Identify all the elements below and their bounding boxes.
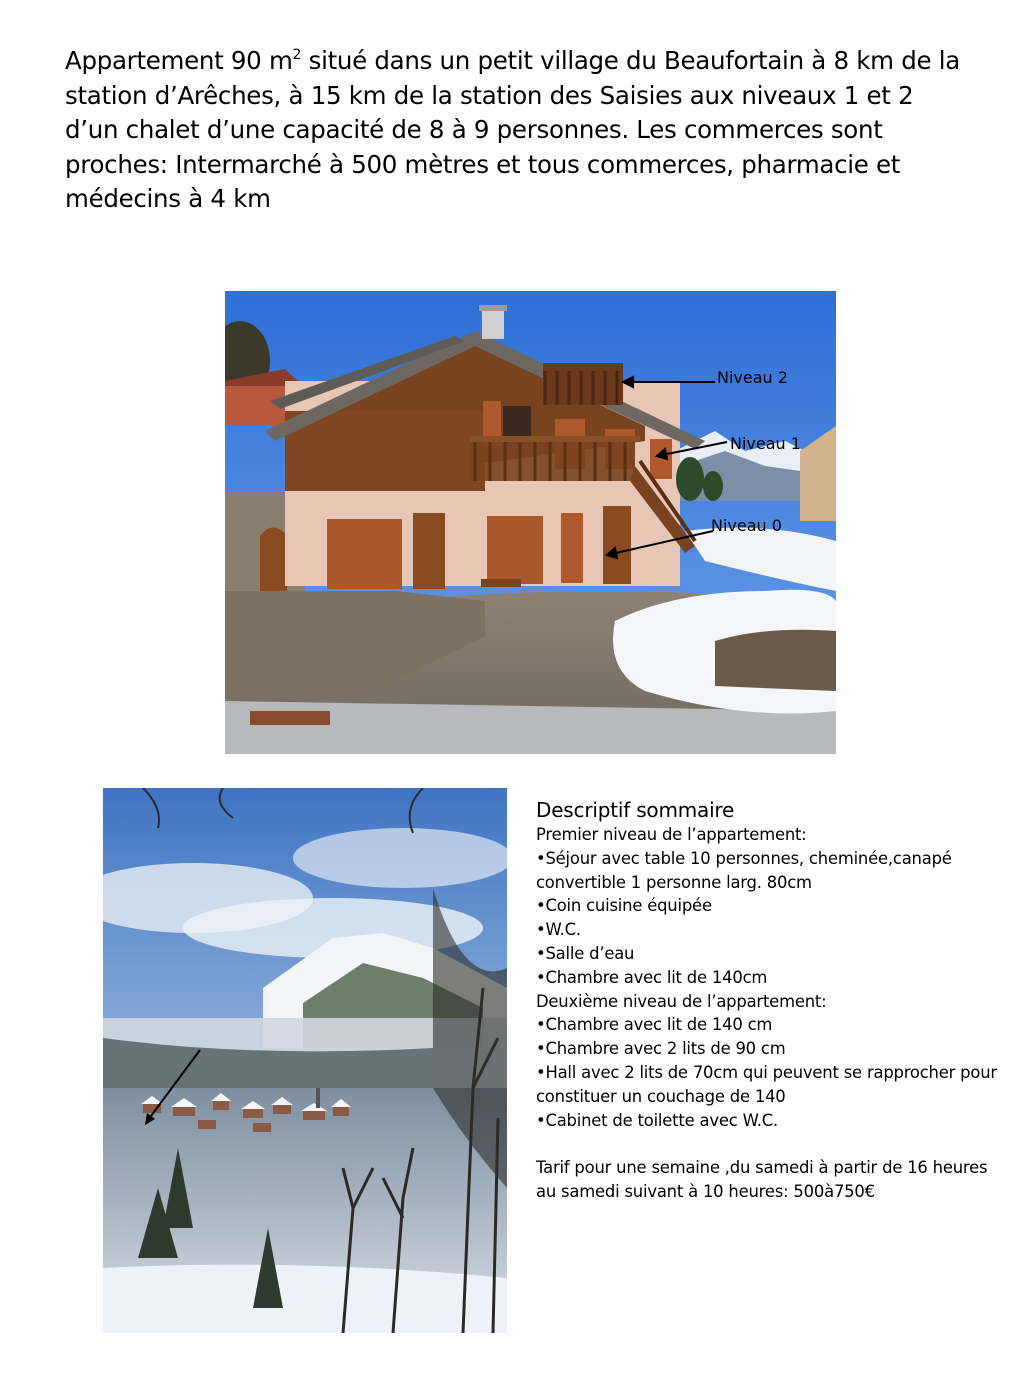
price-text: Tarif pour une semaine ,du samedi à partir de 16 heures au samedi suivant à 10 heures: 500à750€ — [536, 1158, 988, 1201]
list-item: •Chambre avec lit de 140 cm — [536, 1015, 773, 1035]
level2-heading: Deuxième niveau de l’appartement: — [536, 991, 827, 1011]
list-item: •Salle d’eau — [536, 943, 635, 963]
intro-text-start: Appartement 90 m — [65, 46, 293, 75]
intro-superscript: 2 — [292, 47, 302, 63]
spacer — [536, 1132, 1006, 1156]
niveau-0-label: Niveau 0 — [711, 516, 782, 535]
intro-text-rest: situé dans un petit village du Beaufortain à 8 km de la station d’Arêches, à 15 km de la station des Saisies aux niveaux 1 et 2 d’un chalet d’une capacité de 8 à 9 personnes. Les commerces sont proches: Intermarché à 500 mètres et tous commerces, pharmacie et médecins à 4 km — [65, 46, 960, 213]
list-item: •Chambre avec lit de 140cm — [536, 967, 768, 987]
niveau-1-label: Niveau 1 — [730, 434, 801, 453]
description-block — [536, 797, 1006, 1204]
list-item: •Coin cuisine équipée — [536, 896, 712, 916]
list-item: •Séjour avec table 10 personnes, cheminée,canapé convertible 1 personne larg. 80cm — [536, 848, 952, 892]
intro-paragraph — [65, 44, 965, 217]
niveau-2-label: Niveau 2 — [717, 368, 788, 387]
list-item: •Chambre avec 2 lits de 90 cm — [536, 1039, 786, 1059]
chalet-photo — [225, 291, 836, 754]
level1-heading: Premier niveau de l’appartement: — [536, 825, 807, 844]
list-item: •Hall avec 2 lits de 70cm qui peuvent se rapprocher pour constituer un couchage de 140 — [536, 1062, 997, 1106]
list-item: •W.C. — [536, 920, 581, 940]
description-title: Descriptif sommaire — [536, 798, 735, 822]
village-photo — [103, 788, 507, 1333]
list-item: •Cabinet de toilette avec W.C. — [536, 1110, 778, 1130]
